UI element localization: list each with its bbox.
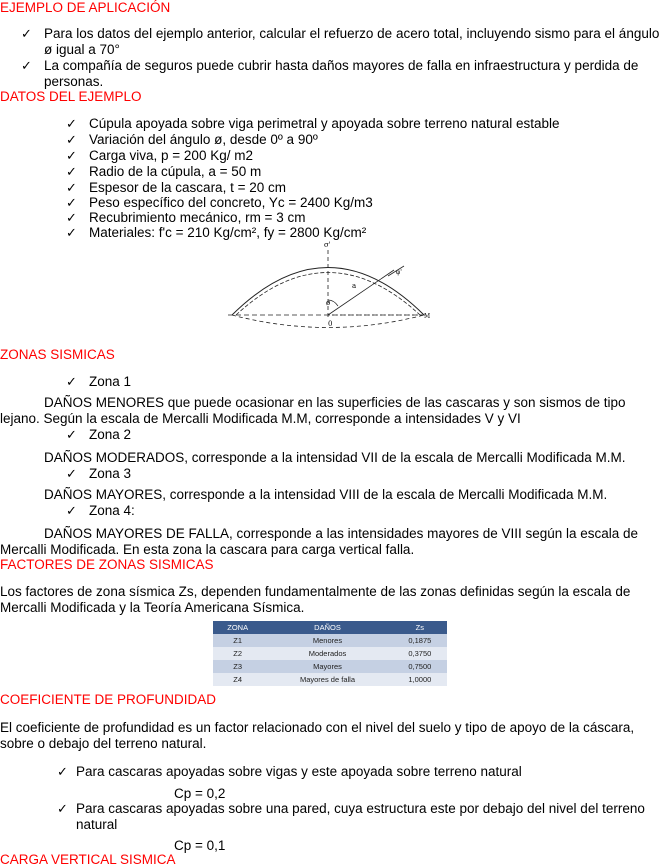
table-cell: Z3 (213, 660, 262, 673)
depth-line-1: El coeficiente de profundidad es un factor relacionado con el nivel del suelo y tipo de apoyo de la cáscara, (0, 720, 635, 735)
zone-3-line-1: DAÑOS MAYORES, corresponde a la intensidad VIII de la escala de Mercalli Modificada M.M. (44, 487, 608, 502)
depth-item-2-line-2: natural (76, 817, 118, 832)
factors-line-2: Mercalli Modificada y la Teoría Americana Sísmica. (0, 600, 305, 615)
table-row (213, 673, 447, 686)
cp-value-1: Cp = 0,2 (174, 786, 226, 801)
table-cell: Mayores (262, 660, 392, 673)
right-label: M (424, 313, 431, 320)
zone-4-line-1: DAÑOS MAYORES DE FALLA, corresponde a las intensidades mayores de VIII según la escala de (44, 526, 639, 541)
heading-vertical-load: CARGA VERTICAL SISMICA (0, 852, 176, 867)
check-icon: ✓ (66, 374, 77, 389)
check-icon: ✓ (66, 466, 77, 481)
heading-example: EJEMPLO DE APLICACIÓN (0, 0, 171, 15)
check-icon: ✓ (66, 210, 77, 225)
check-icon: ✓ (66, 427, 77, 442)
zone-4-line-2: Mercalli Modificada. En esta zona la cascara para carga vertical falla. (0, 542, 415, 557)
example-item-1-line-2: ø igual a 70° (44, 42, 120, 57)
zone-4-label: Zona 4: (89, 503, 135, 518)
heading-factors: FACTORES DE ZONAS SISMICAS (0, 557, 214, 572)
table-header: DAÑOS (262, 621, 392, 634)
table-cell: 0,1875 (393, 634, 447, 647)
zone-3-label: Zona 3 (89, 466, 132, 481)
check-icon: ✓ (66, 132, 77, 147)
data-item: Cúpula apoyada sobre viga perimetral y apoyada sobre terreno natural estable (89, 116, 560, 131)
table-cell: Z1 (213, 634, 262, 647)
table-cell: 0,7500 (393, 660, 447, 673)
table-cell: Z2 (213, 647, 262, 660)
zone-1-line-1: DAÑOS MENORES que puede ocasionar en las superficies de las cascaras y son sismos de tipo (44, 395, 626, 410)
zone-1-label: Zona 1 (89, 374, 132, 389)
check-icon: ✓ (57, 764, 68, 779)
check-icon: ✓ (21, 26, 32, 41)
heading-depth: COEFICIENTE DE PROFUNDIDAD (0, 692, 217, 707)
table-cell: Moderados (262, 647, 392, 660)
table-row (213, 660, 447, 673)
table-row (213, 634, 447, 647)
table-header: Zs (393, 621, 447, 634)
table-header: ZONA (213, 621, 262, 634)
check-icon: ✓ (66, 195, 77, 210)
table-row (213, 647, 447, 660)
check-icon: ✓ (66, 116, 77, 131)
data-item: Recubrimiento mecánico, rm = 3 cm (89, 210, 306, 225)
example-item-2-line-2: personas. (44, 74, 104, 89)
check-icon: ✓ (66, 180, 77, 195)
zone-2-label: Zona 2 (89, 427, 132, 442)
data-item: Materiales: f'c = 210 Kg/cm², fy = 2800 Kg/cm² (89, 225, 367, 240)
check-icon: ✓ (57, 801, 68, 816)
check-icon: ✓ (66, 148, 77, 163)
zone-factor-table (213, 621, 447, 686)
example-item-2-line-1: La compañía de seguros puede cubrir hasta daños mayores de falla en infraestructura y perdida de (44, 58, 639, 73)
table-cell: 1,0000 (393, 673, 447, 686)
heading-data: DATOS DEL EJEMPLO (0, 89, 142, 104)
table-cell: Mayores de falla (262, 673, 392, 686)
table-cell: Menores (262, 634, 392, 647)
cp-value-2: Cp = 0,1 (174, 838, 226, 853)
table-cell: Z4 (213, 673, 262, 686)
data-item: Carga viva, p = 200 Kg/ m2 (89, 148, 253, 163)
check-icon: ✓ (66, 503, 77, 518)
depth-line-2: sobre o debajo del terreno natural. (0, 736, 207, 751)
check-icon: ✓ (66, 225, 77, 240)
data-item: Peso específico del concreto, Yc = 2400 Kg/m3 (89, 195, 373, 210)
angle-label: ø (326, 299, 331, 307)
top-label: σ' (324, 241, 331, 249)
data-item: Radio de la cúpula, a = 50 m (89, 164, 262, 179)
radius-label: a (352, 282, 357, 290)
heading-zones: ZONAS SISMICAS (0, 347, 115, 362)
data-item: Variación del ángulo ø, desde 0º a 90º (89, 132, 318, 147)
data-item: Espesor de la cascara, t = 20 cm (89, 180, 286, 195)
table-header-row (213, 621, 447, 634)
zone-2-line-1: DAÑOS MODERADOS, corresponde a la intensidad VII de la escala de Mercalli Modificada M.M. (44, 450, 626, 465)
depth-item-2-line-1: Para cascaras apoyadas sobre una pared, cuya estructura este por debajo del nivel del terreno (76, 801, 645, 816)
zone-1-line-2: lejano. Según la escala de Mercalli Modificada M.M, corresponde a intensidades V y VI (0, 411, 521, 426)
radius-line (328, 270, 394, 315)
center-label: 0 (328, 320, 333, 328)
example-item-1-line-1: Para los datos del ejemplo anterior, calcular el refuerzo de acero total, incluyendo sismo para el ángulo (44, 26, 660, 41)
depth-item-1: Para cascaras apoyadas sobre vigas y este apoyada sobre terreno natural (76, 764, 522, 779)
check-icon: ✓ (21, 58, 32, 73)
check-icon: ✓ (66, 164, 77, 179)
side-label: φ' (396, 269, 402, 276)
table-cell: 0,3750 (393, 647, 447, 660)
dome-diagram (228, 240, 438, 332)
factors-line-1: Los factores de zona sísmica Zs, dependen fundamentalmente de las zonas definidas según la escala de (0, 584, 631, 599)
